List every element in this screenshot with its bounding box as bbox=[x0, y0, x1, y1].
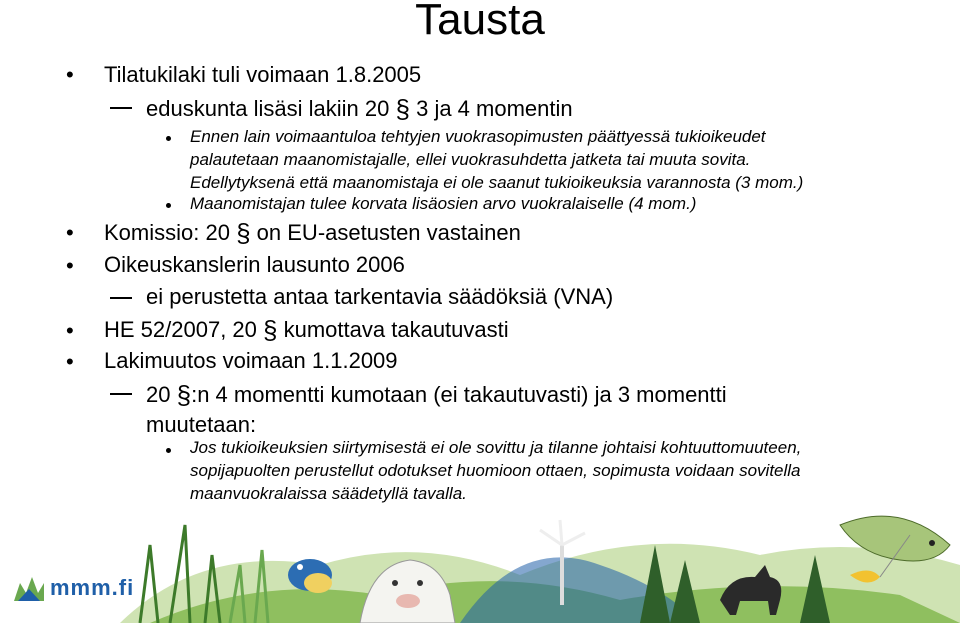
item-lakimuutos: Lakimuutos voimaan 1.1.2009 bbox=[104, 348, 398, 373]
item-tilatukilaki: Tilatukilaki tuli voimaan 1.8.2005 bbox=[104, 62, 422, 87]
section-sign: § bbox=[395, 94, 410, 124]
dash-2 bbox=[110, 297, 132, 299]
slide-title: Tausta bbox=[415, 0, 545, 44]
dash-3 bbox=[110, 393, 132, 395]
item-oikeuskansleri: Oikeuskanslerin lausunto 2006 bbox=[104, 252, 405, 277]
mmm-logo bbox=[12, 568, 134, 608]
footer-illustration bbox=[0, 505, 960, 623]
item-momentti: 20 §:n 4 momentti kumotaan (ei takautuvasti) ja 3 momentti muutetaan: bbox=[146, 380, 727, 437]
sub-maanomistajan: Maanomistajan tulee korvata lisäosien arvo vuokralaiselle (4 mom.) bbox=[190, 194, 697, 213]
item-eduskunta: eduskunta lisäsi lakiin 20 § 3 ja 4 momentin bbox=[146, 94, 573, 124]
bullet-4: • bbox=[66, 318, 74, 343]
dash-1 bbox=[110, 107, 132, 109]
bullet-3: • bbox=[66, 253, 74, 278]
dot-2 bbox=[166, 203, 171, 208]
dot-3 bbox=[166, 448, 171, 453]
item-ei-perustetta: ei perustetta antaa tarkentavia säädöksiä (VNA) bbox=[146, 284, 614, 309]
bullet-5: • bbox=[66, 349, 74, 374]
item-he: HE 52/2007, 20 § kumottava takautuvasti bbox=[104, 315, 509, 345]
crown-leaf-icon bbox=[12, 573, 46, 603]
bullet-1: • bbox=[66, 62, 74, 87]
sub-ennen-lain: Ennen lain voimaantuloa tehtyjen vuokrasopimusten päättyessä tukioikeudet palautetaan maanomistajalle, ellei vuokrasuhdetta jatketa tai muuta sovita. Edellytyksenä että maanomistaja ei ole saanut tukioikeuksia varannosta (3 mom.) bbox=[190, 127, 804, 192]
item-komissio: Komissio: 20 § on EU-asetusten vastainen bbox=[104, 218, 521, 248]
bullet-2: • bbox=[66, 220, 74, 245]
dot-1 bbox=[166, 136, 171, 141]
logo-text: mmm.fi bbox=[50, 575, 135, 600]
sub-jos-tukioikeuksien: Jos tukioikeuksien siirtymisestä ei ole sovittu ja tilanne johtaisi kohtuuttomuuteen, sopijapuolten perustellut odotukset huomioon ottaen, sopimusta voidaan sovitella maanvuokralaissa säädetyllä tavalla. bbox=[190, 438, 802, 503]
